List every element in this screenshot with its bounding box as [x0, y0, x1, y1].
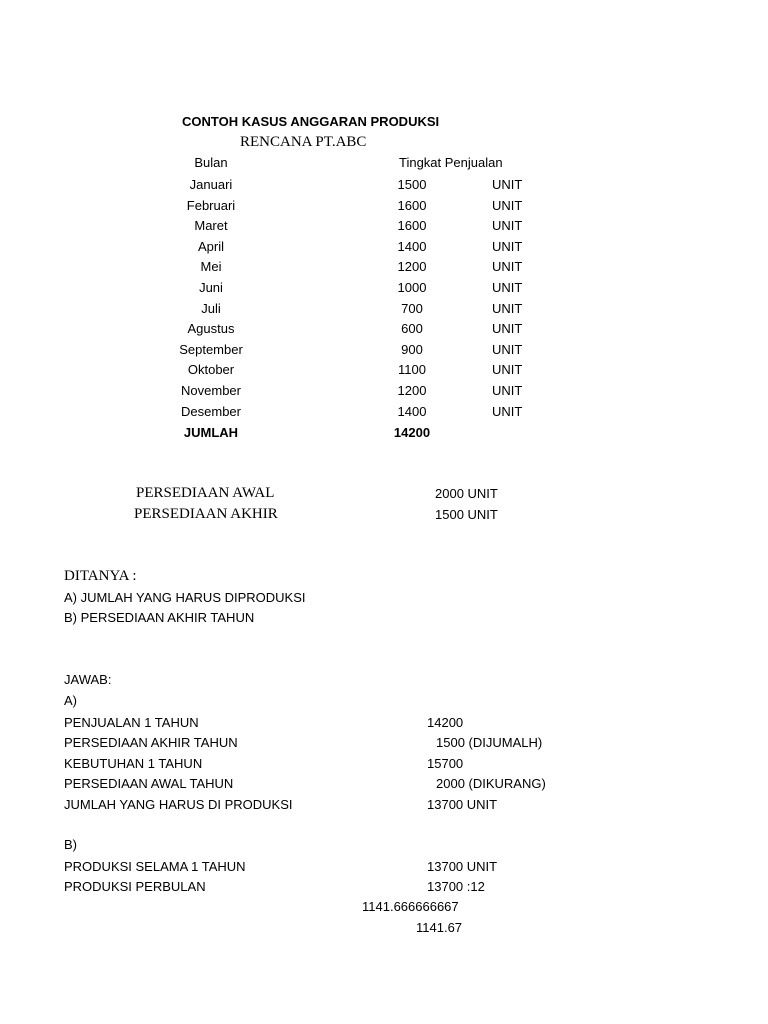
unit-cell: UNIT [492, 321, 523, 337]
table-row [0, 259, 768, 280]
table-row [0, 404, 768, 425]
answer-row-label: JUMLAH YANG HARUS DI PRODUKSI [64, 797, 293, 812]
calc-rounded-result: 1141.67 [416, 920, 463, 935]
month-cell: Maret [194, 218, 228, 234]
answer-row-label: PENJUALAN 1 TAHUN [64, 715, 199, 730]
value-cell: 1600 [397, 218, 427, 234]
month-cell: April [197, 238, 224, 254]
answer-row-value: 14200 [427, 715, 464, 730]
answer-row-value: 15700 [427, 756, 464, 771]
value-cell: 700 [401, 300, 423, 316]
value-cell: 900 [401, 341, 423, 357]
value-cell: 1500 [397, 177, 427, 192]
question-heading: DITANYA : [64, 568, 137, 584]
table-row [0, 177, 768, 198]
column-header-sales: Tingkat Penjualan [399, 155, 503, 170]
month-cell: Juli [201, 300, 221, 316]
total-label: JUMLAH [183, 425, 239, 440]
calc-raw-result: 1141.666666667 [362, 899, 459, 914]
answer-b-label: B) [64, 837, 77, 852]
unit-cell: UNIT [492, 177, 523, 192]
unit-cell: UNIT [492, 197, 523, 213]
column-header-month: Bulan [194, 155, 228, 170]
answer-row-value: 13700 UNIT [427, 797, 498, 812]
month-cell: Mei [200, 259, 222, 275]
unit-cell: UNIT [492, 362, 523, 378]
unit-cell: UNIT [492, 238, 523, 254]
answer-row-label: KEBUTUHAN 1 TAHUN [64, 756, 203, 771]
table-row [0, 342, 768, 363]
inventory-awal-value: 2000 UNIT [435, 486, 498, 501]
value-cell: 1100 [398, 362, 426, 378]
answer-row-value: 13700 :12 [427, 879, 485, 894]
value-cell: 1600 [397, 197, 427, 213]
answer-row-value: 13700 UNIT [427, 859, 498, 874]
month-cell: September [179, 341, 243, 357]
month-cell: November [181, 383, 241, 398]
value-cell: 1000 [397, 280, 427, 295]
answer-row-value: 1500 (DIJUMALH) [436, 735, 543, 750]
value-cell: 600 [401, 321, 423, 337]
answer-row-value: 2000 (DIKURANG) [436, 776, 546, 791]
answer-heading: JAWAB: [64, 672, 112, 687]
table-row [0, 301, 768, 322]
month-cell: Desember [181, 403, 241, 419]
unit-cell: UNIT [492, 341, 523, 357]
unit-cell: UNIT [492, 259, 523, 275]
unit-cell: UNIT [492, 403, 523, 419]
value-cell: 1200 [397, 259, 427, 275]
table-row [0, 218, 768, 239]
unit-cell: UNIT [492, 280, 523, 295]
table-row [0, 383, 768, 404]
table-row [0, 362, 768, 383]
answer-row-label: PERSEDIAAN AKHIR TAHUN [64, 735, 238, 750]
inventory-akhir-value: 1500 UNIT [435, 507, 498, 522]
answer-row-label: PRODUKSI SELAMA 1 TAHUN [64, 859, 246, 874]
table-row [0, 239, 768, 260]
month-cell: Juni [199, 280, 223, 295]
inventory-akhir-label: PERSEDIAAN AKHIR [134, 506, 278, 522]
unit-cell: UNIT [492, 218, 523, 234]
value-cell: 1200 [397, 383, 427, 398]
unit-cell: UNIT [492, 300, 523, 316]
month-cell: Oktober [187, 362, 235, 378]
question-a: A) JUMLAH YANG HARUS DIPRODUKSI [64, 590, 306, 605]
month-cell: Agustus [187, 321, 235, 337]
total-value: 14200 [393, 425, 431, 440]
value-cell: 1400 [397, 238, 427, 254]
answer-a-label: A) [64, 693, 77, 708]
question-b: B) PERSEDIAAN AKHIR TAHUN [64, 610, 255, 625]
answer-row-label: PRODUKSI PERBULAN [64, 879, 206, 894]
month-cell: Februari [186, 197, 236, 213]
table-row [0, 321, 768, 342]
unit-cell: UNIT [492, 383, 523, 398]
document-subtitle: RENCANA PT.ABC [240, 134, 367, 150]
answer-row-label: PERSEDIAAN AWAL TAHUN [64, 776, 234, 791]
value-cell: 1400 [397, 403, 427, 419]
month-cell: Januari [189, 177, 233, 192]
table-row [0, 280, 768, 301]
table-total-row [0, 425, 768, 446]
document-title: CONTOH KASUS ANGGARAN PRODUKSI [182, 114, 440, 129]
inventory-awal-label: PERSEDIAAN AWAL [136, 485, 275, 501]
table-row [0, 198, 768, 219]
